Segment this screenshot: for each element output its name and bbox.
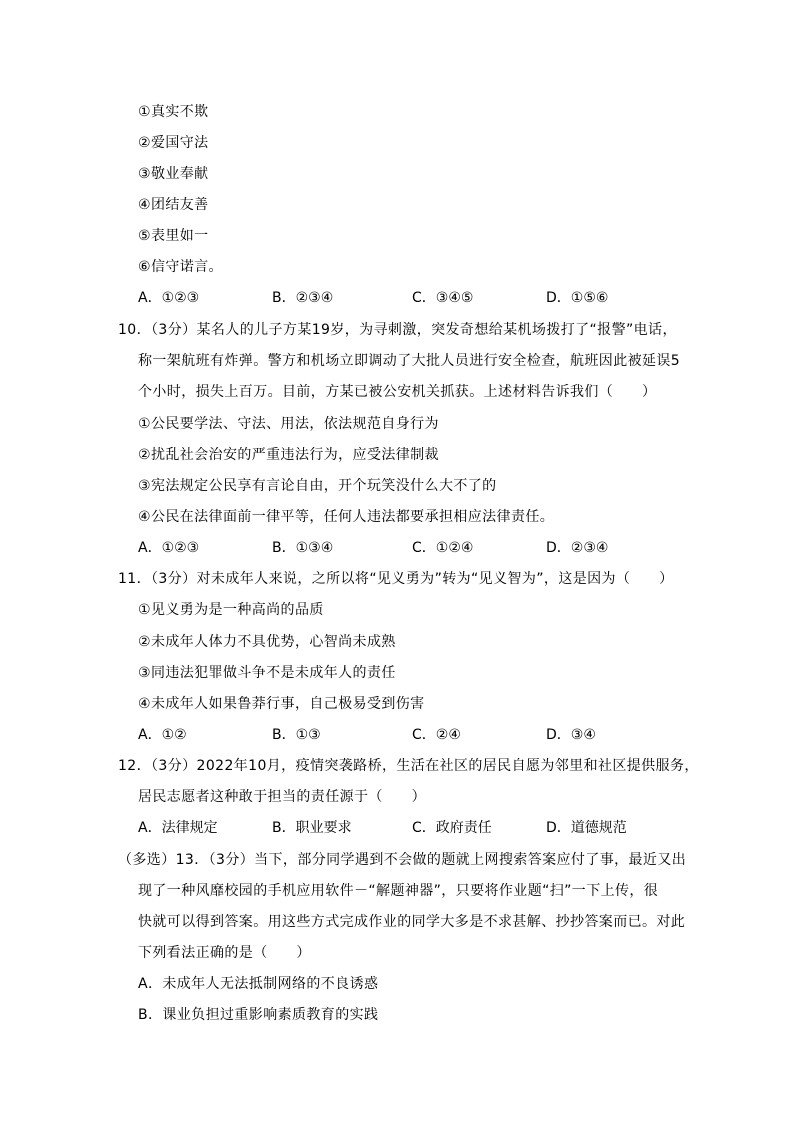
q10-option-b: B．①③④: [272, 540, 334, 556]
q11-item-1: ①见义勇为是一种高尚的品质: [138, 602, 324, 618]
q10-stem-line-3: 个小时，损失上百万。目前，方某已被公安机关抓获。上述材料告诉我们（ ）: [138, 384, 657, 400]
q13-stem-line-4: 下列看法正确的是（ ）: [138, 945, 311, 961]
q12-stem-line-1: 12．（3分）2022年10月，疫情突袭路桥，生活在社区的居民自愿为邻里和社区提供服务，: [118, 758, 699, 774]
q9-item-6: ⑥信守诺言。: [138, 259, 223, 275]
q10-item-2: ②扰乱社会治安的严重违法行为，应受法律制裁: [138, 447, 439, 463]
q10-option-a: A．①②③: [138, 540, 200, 556]
q11-option-b: B．①③: [272, 727, 321, 743]
q10-stem-line-1: 10．（3分）某名人的儿子方某19岁，为寻刺激，突发奇想给某机场拨打了“报警”电话，: [118, 322, 677, 338]
q9-item-2: ②爱国守法: [138, 135, 209, 151]
q13-option-b: B．课业负担过重影响素质教育的实践: [138, 1007, 379, 1023]
q10-item-4: ④公民在法律面前一律平等，任何人违法都要承担相应法律责任。: [138, 509, 555, 525]
q10-item-3: ③宪法规定公民享有言论自由，开个玩笑没什么大不了的: [138, 478, 497, 494]
q11-option-c: C．②④: [412, 727, 461, 743]
q10-item-1: ①公民要学法、守法、用法，依法规范自身行为: [138, 416, 439, 432]
q13-option-a: A．未成年人无法抵制网络的不良诱惑: [138, 976, 379, 992]
q9-item-4: ④团结友善: [138, 197, 209, 213]
q12-option-a: A．法律规定: [138, 820, 218, 836]
q13-stem-line-2: 现了一种风靡校园的手机应用软件－“解题神器”，只要将作业题“扫”一下上传，很: [138, 883, 659, 899]
q10-stem-line-2: 称一架航班有炸弹。警方和机场立即调动了大批人员进行安全检查，航班因此被延误5: [138, 353, 681, 369]
q9-item-3: ③敬业奉献: [138, 166, 209, 182]
q9-option-b: B．②③④: [272, 290, 334, 306]
q11-option-d: D．③④: [546, 727, 596, 743]
q12-stem-line-2: 居民志愿者这种敢于担当的责任源于（ ）: [138, 789, 426, 805]
q9-item-1: ①真实不欺: [138, 104, 209, 120]
q11-item-2: ②未成年人体力不具优势，心智尚未成熟: [138, 634, 396, 650]
q10-option-c: C．①②④: [412, 540, 474, 556]
q9-option-a: A．①②③: [138, 290, 200, 306]
q13-stem-line-3: 快就可以得到答案。用这些方式完成作业的同学大多是不求甚解、抄抄答案而已。对此: [138, 914, 686, 930]
q13-stem-line-1: （多选）13．（3分）当下，部分同学遇到不会做的题就上网搜索答案应付了事，最近又出: [118, 852, 687, 868]
q12-option-b: B．职业要求: [272, 820, 352, 836]
q11-item-4: ④未成年人如果鲁莽行事，自己极易受到伤害: [138, 696, 425, 712]
q11-option-a: A．①②: [138, 727, 187, 743]
q11-stem-line-1: 11．（3分）对未成年人来说，之所以将“见义勇为”转为“见义智为”，这是因为（ ）: [118, 571, 674, 587]
q10-option-d: D．②③④: [546, 540, 609, 556]
q9-option-c: C．③④⑤: [412, 290, 474, 306]
q9-item-5: ⑤表里如一: [138, 228, 209, 244]
q12-option-c: C．政府责任: [412, 820, 492, 836]
q9-option-d: D．①⑤⑥: [546, 290, 609, 306]
q11-item-3: ③同违法犯罪做斗争不是未成年人的责任: [138, 665, 396, 681]
q12-option-d: D．道德规范: [546, 820, 627, 836]
